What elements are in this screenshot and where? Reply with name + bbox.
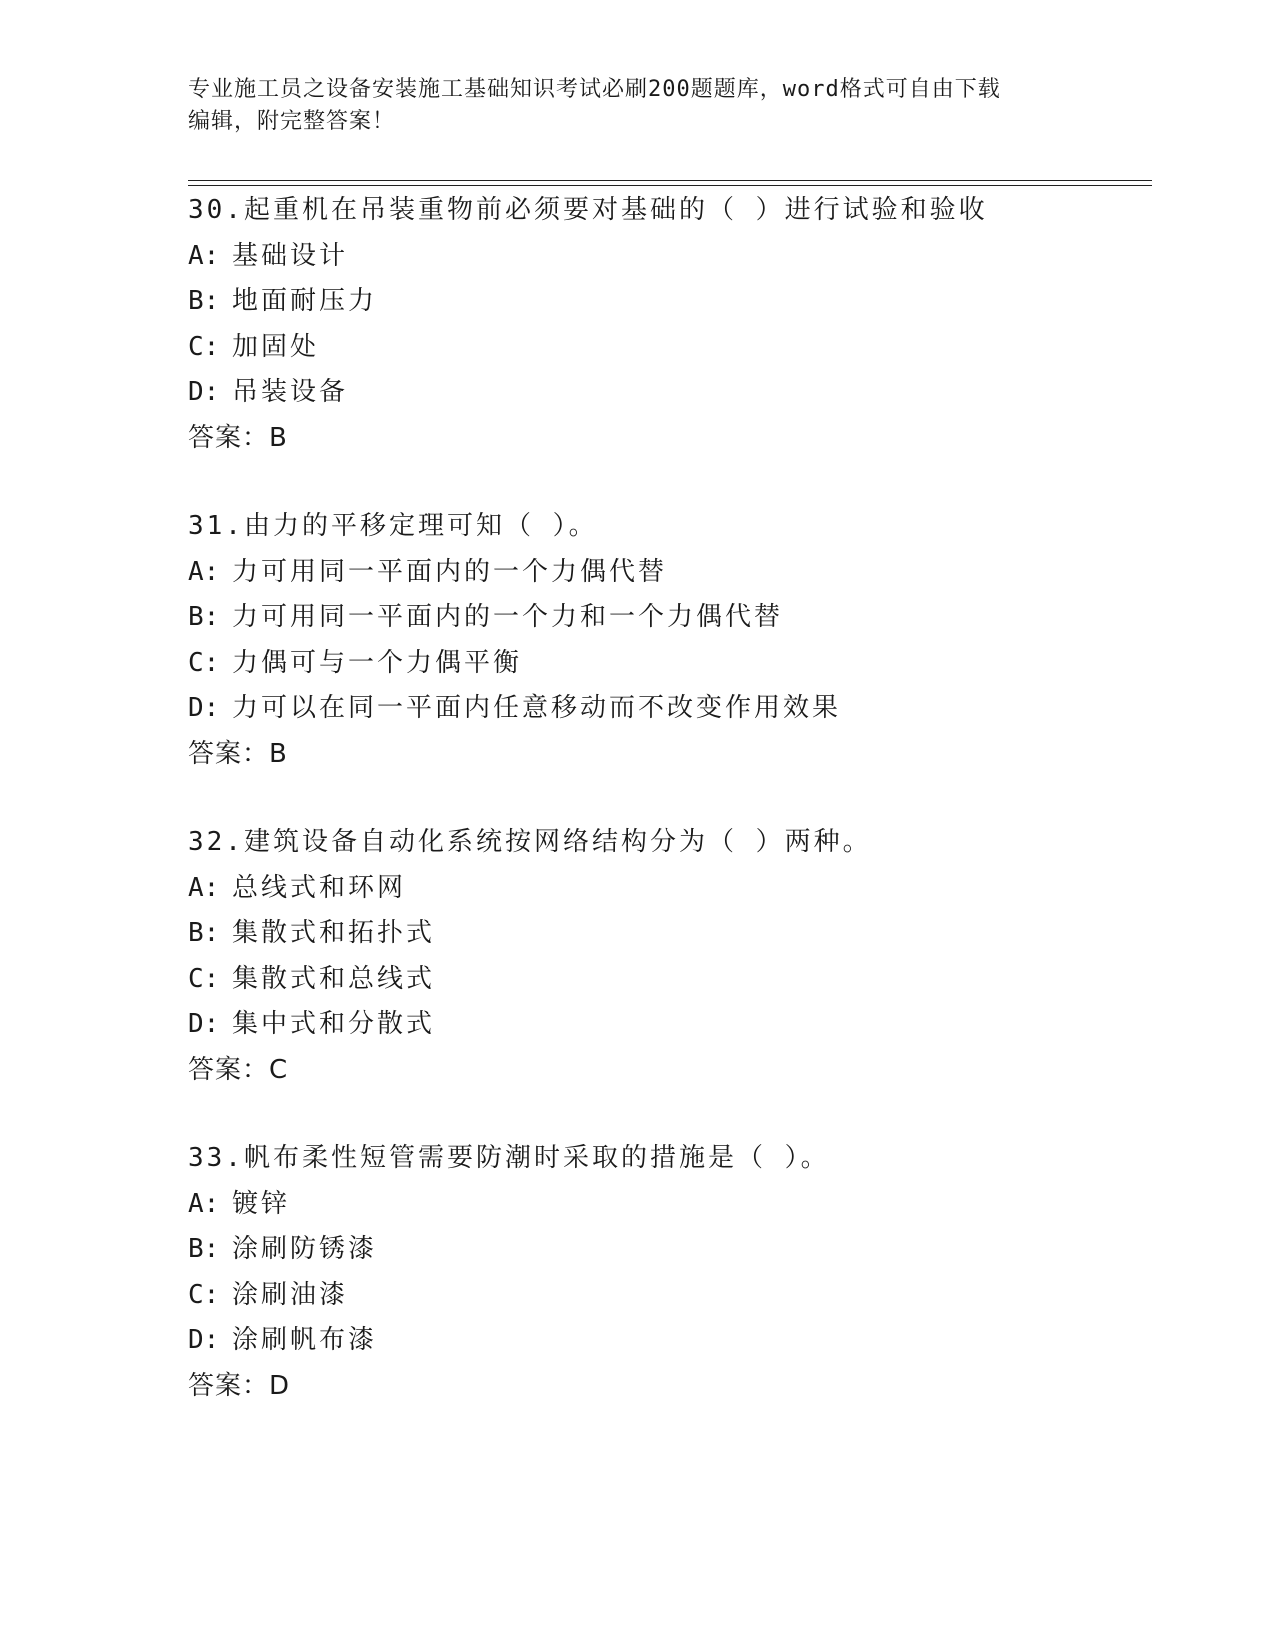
option-a	[188, 1182, 1168, 1228]
option-c	[188, 641, 1168, 687]
option-text: 力可用同一平面内的一个力偶代替	[232, 556, 668, 587]
option-letter: A:	[188, 556, 220, 587]
option-letter: B:	[188, 602, 220, 632]
option-letter: A:	[188, 240, 220, 271]
option-c	[188, 325, 1168, 371]
option-text: 力偶可与一个力偶平衡	[232, 647, 523, 678]
option-text: 集散式和总线式	[232, 963, 436, 994]
header-divider-bottom	[188, 185, 1152, 186]
option-text: 总线式和环网	[232, 872, 407, 903]
option-b	[188, 279, 1168, 325]
header-line-1: 专业施工员之设备安装施工基础知识考试必刷200题题库，word格式可自由下载	[188, 77, 1001, 102]
option-d	[188, 370, 1168, 416]
question-stem: 31.由力的平移定理可知（ ）。	[188, 511, 598, 541]
option-a	[188, 234, 1168, 280]
option-letter: D:	[188, 377, 220, 407]
option-a	[188, 550, 1168, 596]
option-d	[188, 1318, 1168, 1364]
option-letter: D:	[188, 1325, 220, 1355]
option-d	[188, 686, 1168, 732]
answer-label: 答案：B	[188, 422, 288, 453]
question-30	[188, 188, 1168, 461]
option-text: 镀锌	[232, 1188, 291, 1219]
question-33	[188, 1136, 1168, 1409]
option-letter: B:	[188, 286, 220, 316]
option-letter: C:	[188, 647, 220, 678]
document-header	[188, 74, 1088, 138]
question-stem: 33.帆布柔性短管需要防潮时采取的措施是（ ）。	[188, 1143, 830, 1173]
option-text: 涂刷防锈漆	[232, 1234, 378, 1264]
option-text: 涂刷帆布漆	[232, 1325, 378, 1355]
option-a	[188, 866, 1168, 912]
option-letter: D:	[188, 1009, 220, 1039]
option-text: 基础设计	[232, 240, 349, 271]
option-text: 集散式和拓扑式	[232, 918, 436, 948]
answer-label: 答案：C	[188, 1054, 289, 1085]
option-letter: C:	[188, 331, 220, 362]
option-d	[188, 1002, 1168, 1048]
answer-label: 答案：B	[188, 738, 288, 769]
answer-label: 答案：D	[188, 1370, 291, 1401]
question-stem: 32.建筑设备自动化系统按网络结构分为（ ）两种。	[188, 827, 872, 857]
option-letter: A:	[188, 1188, 220, 1219]
option-text: 力可用同一平面内的一个力和一个力偶代替	[232, 602, 784, 632]
option-letter: B:	[188, 1234, 220, 1264]
header-divider-top	[188, 180, 1152, 181]
option-b	[188, 911, 1168, 957]
option-c	[188, 957, 1168, 1003]
option-letter: D:	[188, 693, 220, 723]
option-letter: A:	[188, 872, 220, 903]
option-text: 加固处	[232, 331, 320, 362]
option-text: 地面耐压力	[232, 286, 378, 316]
header-line-2: 编辑，附完整答案！	[188, 109, 396, 134]
option-c	[188, 1273, 1168, 1319]
option-text: 集中式和分散式	[232, 1009, 436, 1039]
option-letter: C:	[188, 1279, 220, 1310]
option-text: 涂刷油漆	[232, 1279, 349, 1310]
option-letter: C:	[188, 963, 220, 994]
question-32	[188, 820, 1168, 1093]
option-b	[188, 595, 1168, 641]
option-letter: B:	[188, 918, 220, 948]
question-stem: 30.起重机在吊装重物前必须要对基础的（ ）进行试验和验收	[188, 195, 988, 225]
question-31	[188, 504, 1168, 777]
option-text: 吊装设备	[232, 377, 349, 407]
option-text: 力可以在同一平面内任意移动而不改变作用效果	[232, 693, 842, 723]
option-b	[188, 1227, 1168, 1273]
